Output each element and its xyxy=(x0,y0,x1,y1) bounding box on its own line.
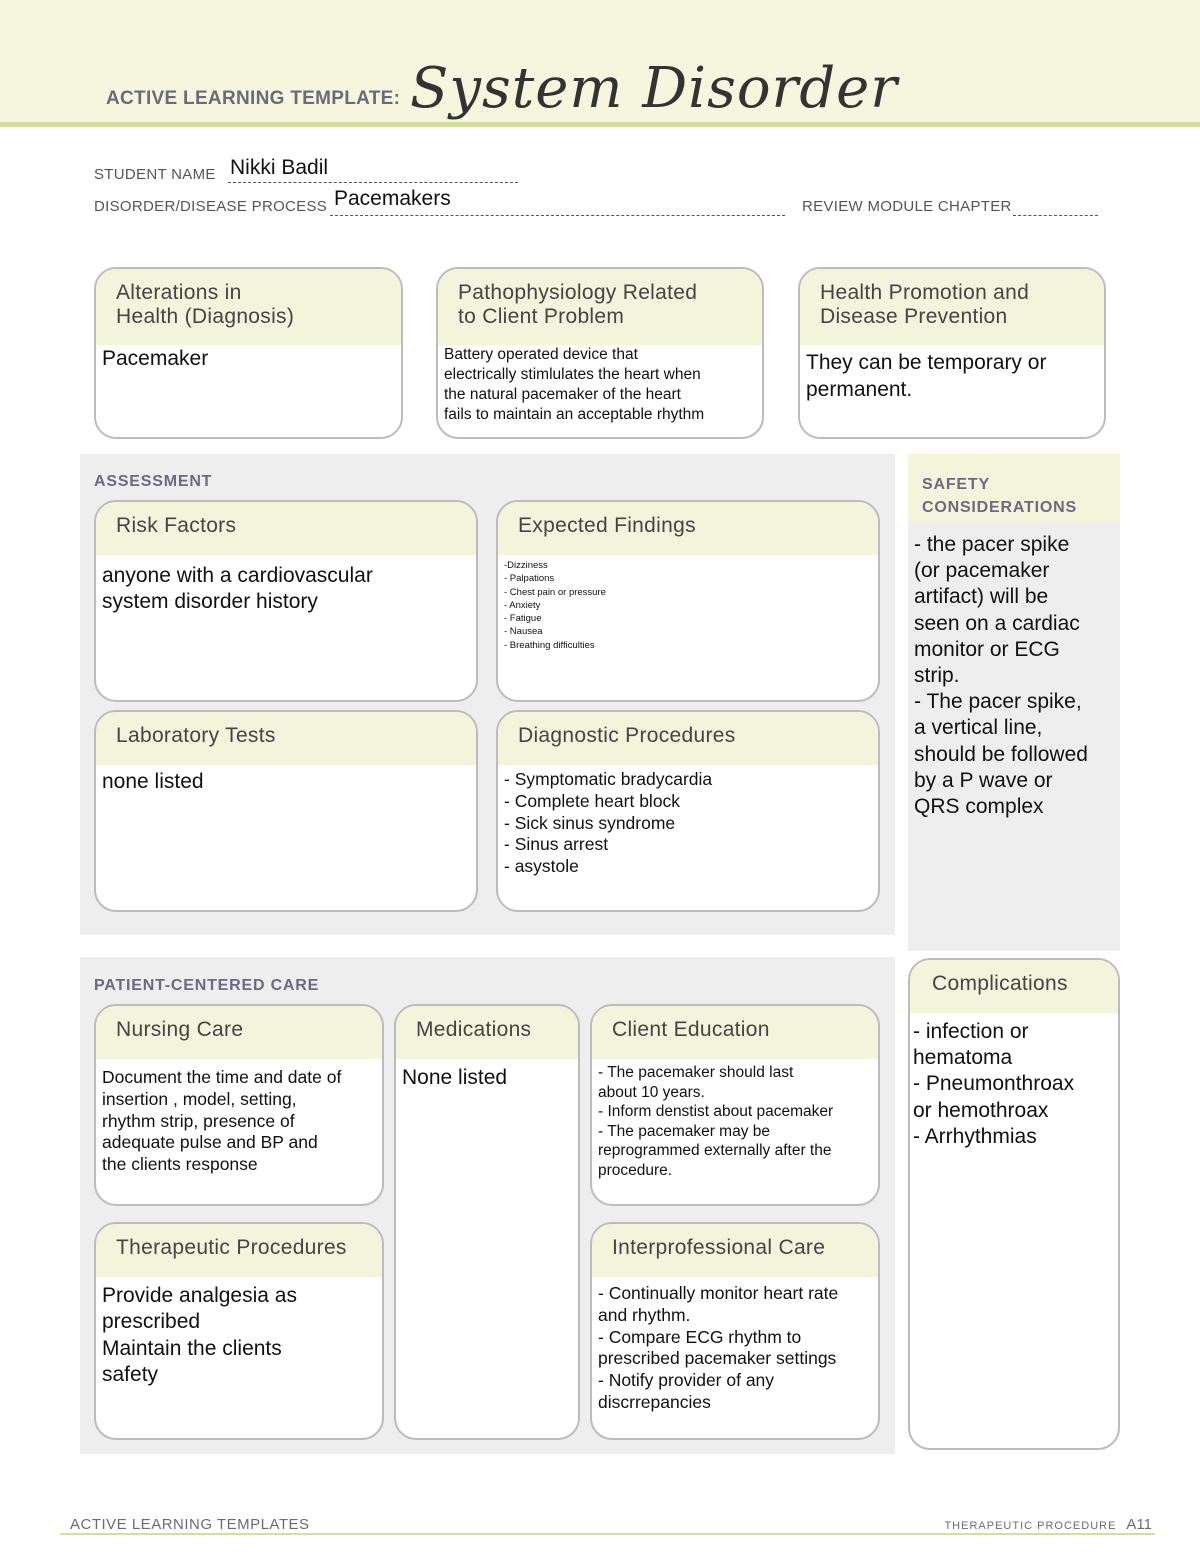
interprofessional-care-content[interactable]: - Continually monitor heart rate and rhythm. - Compare ECG rhythm to prescribed pacemaker settings - Notify provider of any discrrepancies xyxy=(598,1283,839,1412)
footer-divider xyxy=(60,1533,1155,1535)
diagnostic-procedures-content[interactable]: - Symptomatic bradycardia - Complete heart block - Sick sinus syndrome - Sinus arrest - asystole xyxy=(504,769,713,877)
medications-box xyxy=(394,1004,580,1440)
complications-content[interactable]: - infection or hematoma - Pneumonthroax or hemothroax - Arrhythmias xyxy=(913,1020,1075,1148)
footer-left-label: ACTIVE LEARNING TEMPLATES xyxy=(70,1516,310,1533)
student-name-label: STUDENT NAME xyxy=(94,166,216,183)
client-education-box xyxy=(590,1004,880,1206)
diagnostic-procedures-title: Diagnostic Procedures xyxy=(498,712,878,765)
nursing-care-box xyxy=(94,1004,384,1206)
interprofessional-care-box xyxy=(590,1222,880,1440)
disorder-label: DISORDER/DISEASE PROCESS xyxy=(94,198,328,215)
therapeutic-procedures-box xyxy=(94,1222,384,1440)
health-promotion-title: Health Promotion and Disease Prevention xyxy=(800,269,1104,345)
pathophysiology-content[interactable]: Battery operated device that electrically stimlulates the heart when the natural pacemaker of the heart fails to maintain an acceptable rhythm xyxy=(444,346,705,423)
therapeutic-procedures-title: Therapeutic Procedures xyxy=(96,1224,382,1277)
health-promotion-content[interactable]: They can be temporary or permanent. xyxy=(806,351,1047,401)
complications-box xyxy=(908,958,1120,1450)
lab-tests-box xyxy=(94,710,478,912)
expected-findings-content[interactable]: -Dizziness - Palpations - Chest pain or pressure - Anxiety - Fatigue - Nausea - Breathing difficulties xyxy=(504,560,606,651)
review-module-field[interactable] xyxy=(1013,195,1098,216)
risk-factors-box xyxy=(94,500,478,702)
review-module-label: REVIEW MODULE CHAPTER xyxy=(802,198,1012,215)
medications-title: Medications xyxy=(396,1006,578,1059)
diagnostic-procedures-box xyxy=(496,710,880,912)
client-education-content[interactable]: - The pacemaker should last about 10 years. - Inform denstist about pacemaker - The pacemaker may be reprogrammed externally after the procedure. xyxy=(598,1064,834,1179)
page-title: System Disorder xyxy=(410,56,899,121)
complications-title: Complications xyxy=(910,960,1118,1013)
student-name-value: Nikki Badil xyxy=(230,156,329,179)
safety-content[interactable]: - the pacer spike (or pacemaker artifact) will be seen on a cardiac monitor or ECG strip. - The pacer spike, a vertical line, should be followed by a P wave or QRS complex xyxy=(914,533,1088,819)
nursing-care-content[interactable]: Document the time and date of insertion , model, setting, rhythm strip, presence of adequate pulse and BP and the clients response xyxy=(102,1067,342,1175)
health-promotion-box xyxy=(798,267,1106,439)
risk-factors-title: Risk Factors xyxy=(96,502,476,555)
pathophysiology-box xyxy=(436,267,764,439)
interprofessional-care-title: Interprofessional Care xyxy=(592,1224,878,1277)
therapeutic-procedures-content[interactable]: Provide analgesia as prescribed Maintain the clients safety xyxy=(102,1284,297,1387)
medications-content[interactable]: None listed xyxy=(402,1066,508,1089)
client-education-title: Client Education xyxy=(592,1006,878,1059)
alterations-box xyxy=(94,267,403,439)
template-label: ACTIVE LEARNING TEMPLATE: xyxy=(106,88,401,109)
alterations-content[interactable]: Pacemaker xyxy=(102,347,209,370)
footer-right xyxy=(944,1516,1152,1533)
pathophysiology-title: Pathophysiology Related to Client Problem xyxy=(438,269,762,345)
expected-findings-title: Expected Findings xyxy=(498,502,878,555)
lab-tests-content[interactable]: none listed xyxy=(102,770,204,793)
patient-care-label: PATIENT-CENTERED CARE xyxy=(94,977,320,994)
alterations-title: Alterations in Health (Diagnosis) xyxy=(96,269,401,345)
risk-factors-content[interactable]: anyone with a cardiovascular system disorder history xyxy=(102,564,373,613)
lab-tests-title: Laboratory Tests xyxy=(96,712,476,765)
safety-label: SAFETY CONSIDERATIONS xyxy=(922,476,1077,516)
assessment-label: ASSESSMENT xyxy=(94,473,213,490)
disorder-value: Pacemakers xyxy=(334,187,451,210)
nursing-care-title: Nursing Care xyxy=(96,1006,382,1059)
footer-template-type: THERAPEUTIC PROCEDURE xyxy=(944,1520,1117,1532)
footer-code: A11 xyxy=(1126,1516,1152,1533)
header-divider xyxy=(0,122,1200,127)
expected-findings-box xyxy=(496,500,880,702)
